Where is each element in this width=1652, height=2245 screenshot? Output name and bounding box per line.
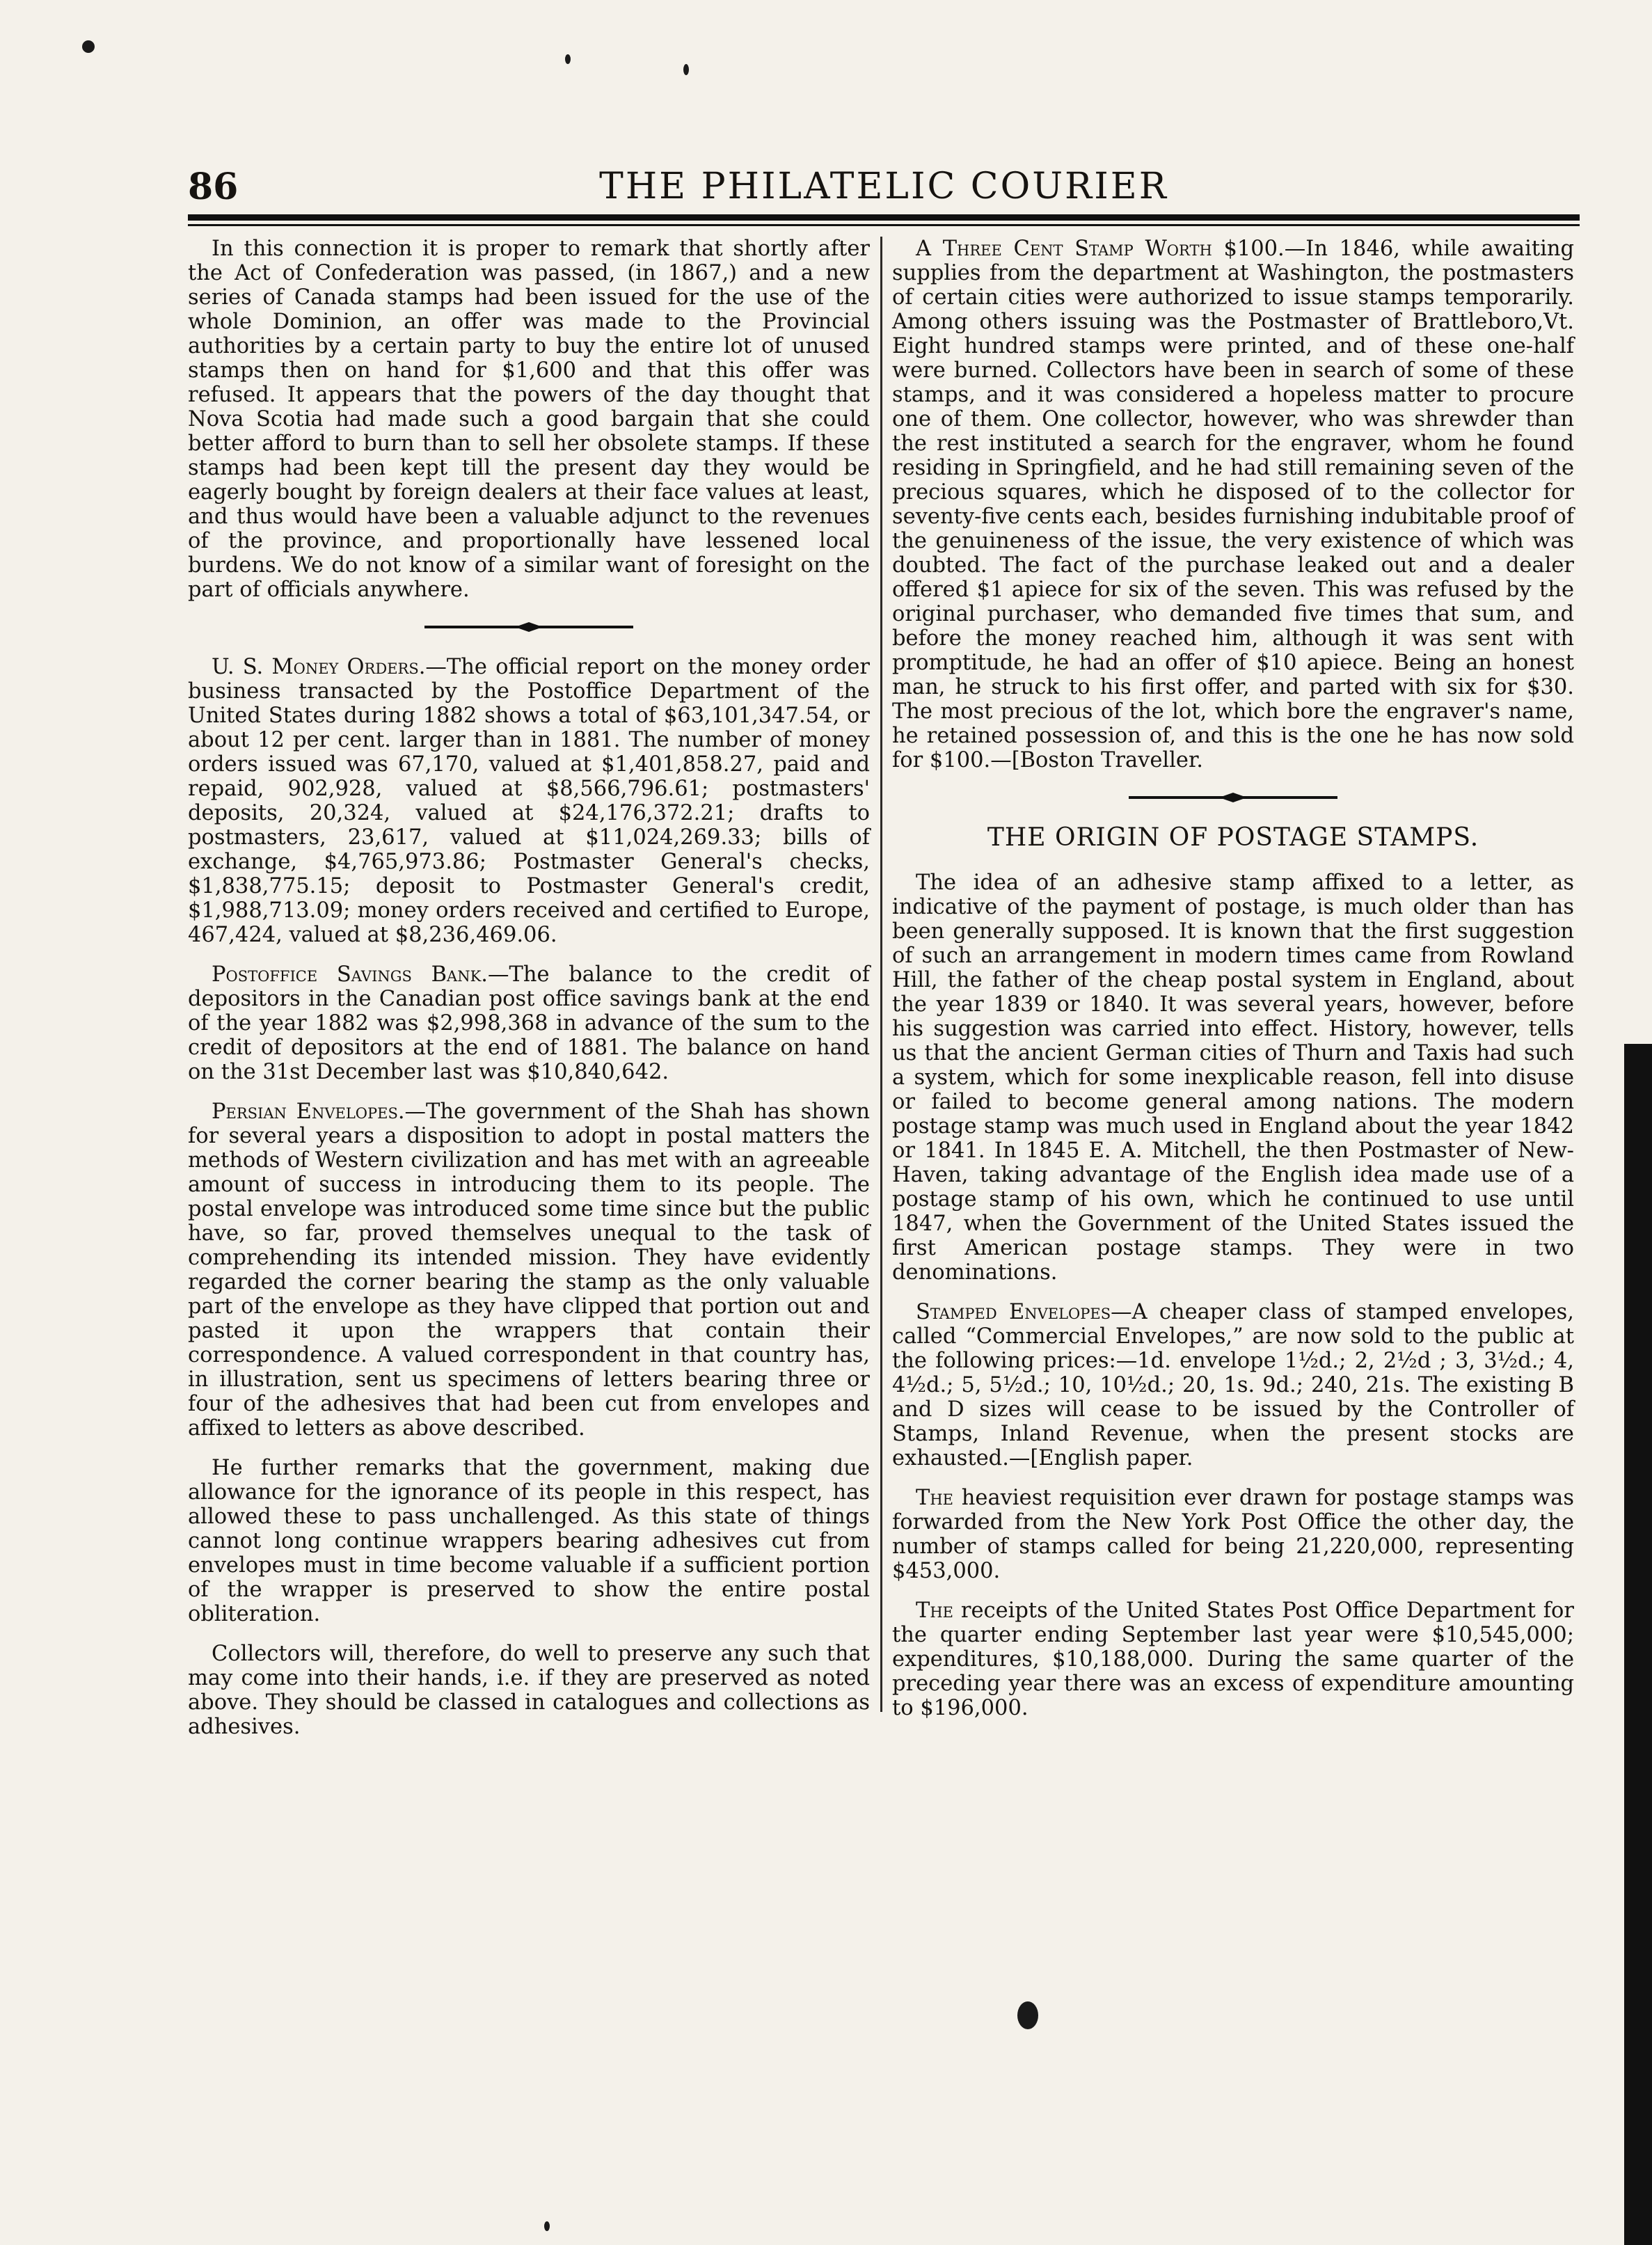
header-rule-thick [188,214,1580,221]
savings-bank-heading: Postoffice Savings Bank. [212,962,488,987]
money-orders-text: —The official report on the money order business transacted by the Postoffice Department of the United States during 1882 shows a total of $63,101,347.54, or about 12 per cent. larger than in 1881. The number of money orders issued was 67,170, valued at $1,401,858.27, paid and repaid, 902,928, valued at $8,566,796.61; postmasters' deposits, 20,324, valued at $24,176,372.21; drafts to postmasters, 23,617, valued at $11,024,269.33; bills of exchange, $4,765,973.86; Postmaster General's checks, $1,838,775.15; deposit to Postmaster General's credit, $1,988,713.09; money orders received and certified to Europe, 467,424, valued at $8,236,469.06. [188,655,870,947]
ink-speck [565,54,571,64]
column-divider [880,237,882,1712]
persian-envelopes-heading: Persian Envelopes. [212,1100,405,1124]
ink-speck [544,2221,550,2231]
left-column [188,237,870,1754]
ink-speck [82,40,95,53]
journal-title: THE PHILATELIC COURIER [599,166,1168,207]
stamped-envelopes-heading: Stamped Envelopes [916,1300,1111,1324]
stamped-envelopes-text: —A cheaper class of stamped envelopes, called “Commercial Envelopes,” are now sold to the public at the following prices:—1d. envelope 1½d.; 2, 2½d ; 3, 3½d.; 4, 4½d.; 5, 5½d.; 10, 10½d.; 20, 1s. 9d.; 240, 21s. The existing B and D sizes will cease to be issued by the Controller of Stamps, Inland Revenue, when the present stocks are exhausted.—[English paper. [892,1300,1574,1470]
three-cent-stamp-paragraph [892,237,1574,772]
scan-edge-shadow [1624,1044,1652,2245]
nova-scotia-paragraph: In this connection it is proper to remark that shortly after the Act of Confederation was passed, (in 1867,) and a new series of Canada stamps had been issued for the use of the whole Dominion, an offer was made to the Provincial authorities by a certain party to buy the entire lot of unused stamps then on hand for $1,600 and that this offer was refused. It appears that the powers of the day thought that Nova Scotia had made such a good bargain that she could better afford to burn than to sell her obsolete stamps. If these stamps had been kept till the present day they would be eagerly bought by foreign dealers at their face values at least, and thus would have been a valuable adjunct to the revenues of the province, and proportionally have lessened local burdens. We do not know of a similar want of foresight on the part of officials anywhere. [188,237,870,602]
persian-envelopes-paragraph [188,1100,870,1441]
money-orders-heading: U. S. Money Orders. [212,655,426,679]
section-ornament [892,789,1574,806]
stamped-envelopes-paragraph [892,1300,1574,1470]
ink-speck [683,64,689,75]
money-orders-paragraph [188,655,870,947]
further-remarks-paragraph: He further remarks that the government, making due allowance for the ignorance of its people in this respect, has allowed these to pass unchallenged. As this state of things cannot long continue wrappers bearing adhesives cut from envelopes must in time become valuable if a sufficient portion of the wrapper is preserved to show the entire postal obliteration. [188,1456,870,1626]
section-ornament [188,619,870,635]
page-number: 86 [188,166,239,208]
section-title-origin: THE ORIGIN OF POSTAGE STAMPS. [987,823,1479,852]
receipts-lead: The [916,1599,953,1623]
page-header [188,166,1580,214]
receipts-paragraph [892,1599,1574,1720]
collectors-paragraph: Collectors will, therefore, do well to preserve any such that may come into their hands, i.e. if they are preserved as noted above. They should be classed in catalogues and collections as adhesives. [188,1642,870,1739]
requisition-text: heaviest requisition ever drawn for postage stamps was forwarded from the New York Post Office the other day, the number of stamps called for being 21,220,000, representing $453,000. [892,1486,1574,1583]
origin-paragraph: The idea of an adhesive stamp affixed to a letter, as indicative of the payment of postage, is much older than has been generally supposed. It is known that the first suggestion of such an arrangement in modern times came from Rowland Hill, the father of the cheap postal system in England, about the year 1839 or 1840. It was several years, however, before his suggestion was carried into effect. History, however, tells us that the ancient German cities of Thurn and Taxis had such a system, which for some inexplicable reason, fell into disuse or failed to become general among nations. The modern postage stamp was much used in England about the year 1842 or 1841. In 1845 E. A. Mitchell, the then Postmaster of New-Haven, taking advantage of the English idea made use of a postage stamp of his own, which he continued to use until 1847, when the Government of the United States issued the first American postage stamps. They were in two denominations. [892,871,1574,1285]
header-rule-thin [188,224,1580,226]
ink-speck [1017,2001,1038,2029]
right-column [892,237,1574,1736]
requisition-paragraph [892,1486,1574,1583]
receipts-text: receipts of the United States Post Office Department for the quarter ending September last year were $10,545,000; expenditures, $10,188,000. During the same quarter of the preceding year there was an excess of expenditure amounting to $196,000. [892,1599,1574,1720]
three-cent-stamp-text: —In 1846, while awaiting supplies from the department at Washington, the postmasters of certain cities were authorized to issue stamps temporarily. Among others issuing was the Postmaster of Brattleboro,Vt. Eight hundred stamps were printed, and of these one-half were burned. Collectors have been in search of some of these stamps, and it was considered a hopeless matter to procure one of them. One collector, however, who was shrewder than the rest instituted a search for the engraver, whom he found residing in Springfield, and he had still remaining seven of the precious squares, which he disposed of to the collector for seventy-five cents each, besides furnishing indubitable proof of the genuineness of the issue, the very existence of which was doubted. The fact of the purchase leaked out and a dealer offered $1 apiece for six of the seven. This was refused by the original purchaser, who demanded five times that sum, and before the money reached him, although it was sent with promptitude, he had an offer of $10 apiece. Being an honest man, he struck to his first offer, and parted with six for $30. The most precious of the lot, which bore the engraver's name, he retained possession of, and this is the one he has now sold for $100.—[Boston Traveller. [892,237,1575,772]
savings-bank-text: —The balance to the credit of depositors in the Canadian post office savings bank at the end of the year 1882 was $2,998,368 in advance of the sum to the credit of depositors at the end of 1881. The balance on hand on the 31st December last was $10,840,642. [188,962,871,1084]
three-cent-stamp-heading: A Three Cent Stamp Worth $100. [916,237,1285,261]
requisition-lead: The [916,1486,953,1510]
savings-bank-paragraph [188,962,870,1084]
persian-envelopes-text: —The government of the Shah has shown for several years a disposition to adopt in postal matters the methods of Western civilization and has met with an agreeable amount of success in introducing them to its people. The postal envelope was introduced some time since but the public have, so far, proved themselves unequal to the task of comprehending its intended mission. They have evidently regarded the corner bearing the stamp as the only valuable part of the envelope as they have clipped that portion out and pasted it upon the wrappers that contain their correspondence. A valued correspondent in that country has, in illustration, sent us specimens of letters bearing three or four of the adhesives that had been cut from envelopes and affixed to letters as above described. [188,1100,870,1441]
